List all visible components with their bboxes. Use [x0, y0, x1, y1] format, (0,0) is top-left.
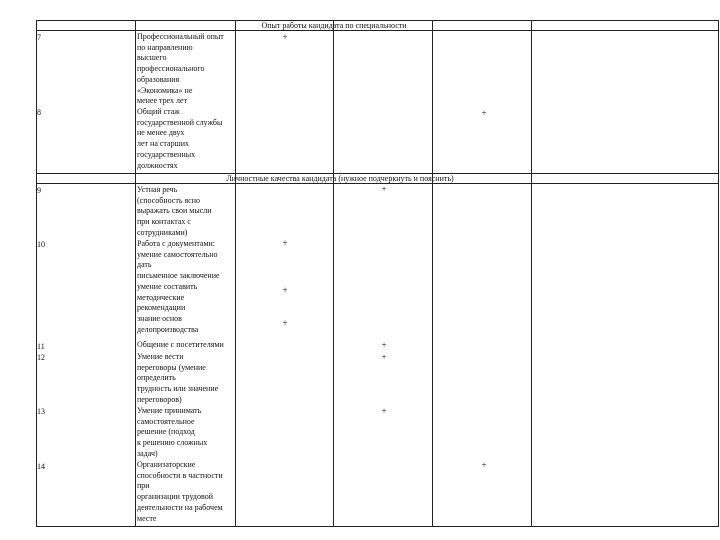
criterion-text: Умение принимать самостоятельное решение (подход к решению сложных задач) [137, 406, 208, 458]
column-divider [135, 20, 136, 527]
rating-mark: + [381, 352, 387, 362]
row-number: 9 [37, 186, 41, 195]
section-header-experience: Опыт работы кандидата по специальности [261, 21, 407, 30]
row-number: 7 [37, 33, 41, 42]
rating-mark: + [282, 32, 288, 42]
rating-mark: + [481, 108, 487, 118]
criterion-text: Общение с посетителями [137, 340, 224, 349]
row-number: 8 [37, 108, 41, 117]
rating-mark: + [381, 340, 387, 350]
rating-mark: + [381, 184, 387, 194]
criterion-text: Работа с документами: умение самостоятельно дать письменное заключение умение составить методические рекомендации знание основ делопроизводства [137, 239, 220, 334]
criterion-text: Профессиональный опыт по направлению высшего профессионального образования «Экономика» не менее трех лет [137, 32, 224, 106]
criterion-text: Устная речь (способность ясно выражать свои мысли при контактах с сотрудниками) [137, 185, 212, 237]
row-number: 11 [37, 342, 45, 351]
rating-mark: + [282, 318, 288, 328]
criterion-text: Организаторские способности в частности при организации трудовой деятельности на рабочем месте [137, 460, 223, 523]
criterion-text: Умение вести переговоры (умение определить трудность или значение переговоров) [137, 352, 219, 404]
section-header-personal: Личностные качества кандидата (нужное подчеркнуть и пояснить) [226, 174, 454, 183]
rating-mark: + [282, 285, 288, 295]
table-border-right [718, 20, 719, 527]
rating-mark: + [481, 460, 487, 470]
column-divider [333, 20, 334, 527]
row-number: 13 [37, 407, 45, 416]
table-border-bottom [36, 526, 719, 527]
row-number: 14 [37, 462, 45, 471]
column-divider [432, 20, 433, 527]
column-divider [531, 20, 532, 527]
rating-mark: + [282, 238, 288, 248]
rating-mark: + [381, 406, 387, 416]
criterion-text: Общий стаж государственной службы не менее двух лет на старших государственных должностях [137, 107, 223, 170]
column-divider [235, 20, 236, 527]
row-number: 12 [37, 353, 45, 362]
table-border-left [36, 20, 37, 527]
row-number: 10 [37, 240, 45, 249]
